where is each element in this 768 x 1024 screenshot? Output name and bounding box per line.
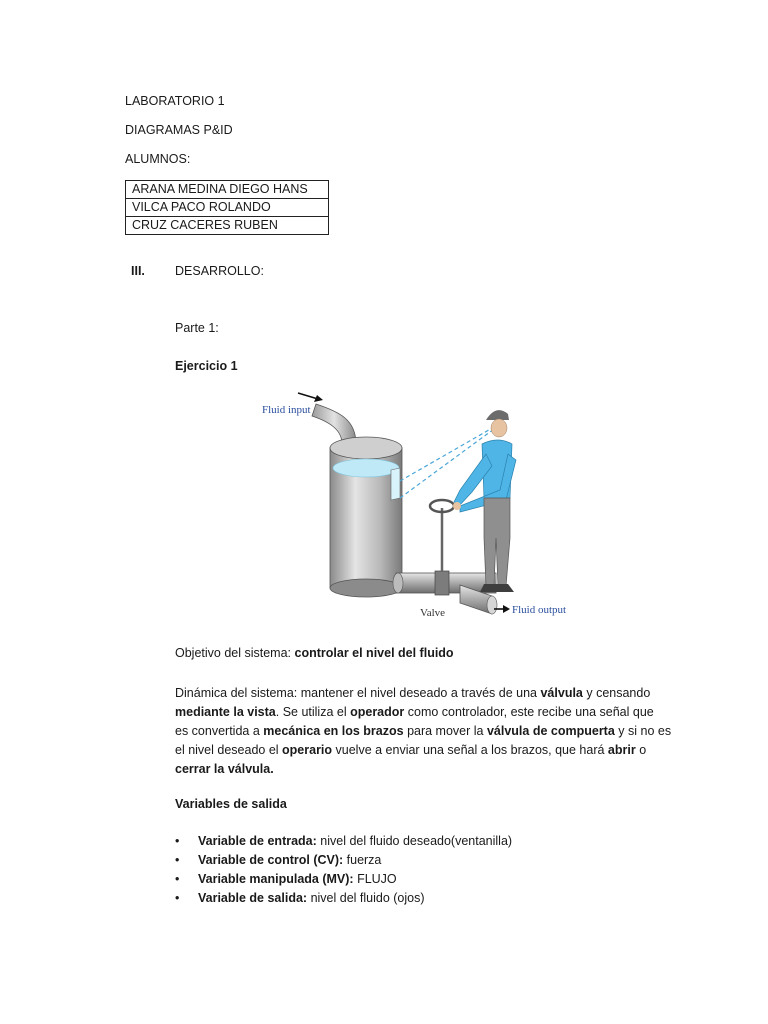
paragraph-line: cerrar la válvula. xyxy=(175,762,274,776)
valve-label: Valve xyxy=(420,607,446,619)
fluid-input-arrow xyxy=(298,393,323,402)
student-name: VILCA PACO ROLANDO xyxy=(126,199,329,217)
table-row xyxy=(126,181,329,199)
subject-title: DIAGRAMAS P&ID xyxy=(125,123,233,137)
bullet-icon: • xyxy=(175,853,180,867)
part-heading: Parte 1: xyxy=(175,321,219,335)
system-illustration xyxy=(260,378,567,623)
operator-figure xyxy=(453,410,516,592)
objective-value: controlar el nivel del fluido xyxy=(294,646,454,660)
bullet-icon: • xyxy=(175,872,180,886)
list-item: • Variable de control (CV): fuerza xyxy=(175,851,512,870)
objective-label: Objetivo del sistema: xyxy=(175,646,292,660)
variables-heading: Variables de salida xyxy=(175,797,287,811)
fluid-input-label: Fluid input xyxy=(262,404,311,416)
dynamics-paragraph xyxy=(175,684,670,779)
list-item: • Variable manipulada (MV): FLUJO xyxy=(175,870,512,889)
exercise-heading: Ejercicio 1 xyxy=(175,359,238,373)
student-name: ARANA MEDINA DIEGO HANS xyxy=(126,181,329,199)
tank xyxy=(330,437,402,597)
paragraph-line: Dinámica del sistema: mantener el nivel deseado a través de una válvula y censando xyxy=(175,686,651,700)
table-row xyxy=(126,199,329,217)
lab-title: LABORATORIO 1 xyxy=(125,94,225,108)
bullet-icon: • xyxy=(175,834,180,848)
paragraph-line: es convertida a mecánica en los brazos para mover la válvula de compuerta y si no es xyxy=(175,724,672,738)
list-item: • Variable de entrada: nivel del fluido deseado(ventanilla) xyxy=(175,832,512,851)
objective-line xyxy=(175,646,454,660)
level-window xyxy=(391,468,400,500)
paragraph-line: mediante la vista. Se utiliza el operador como controlador, este recibe una señal que xyxy=(175,705,654,719)
section-number: III. xyxy=(131,264,145,278)
list-item: • Variable de salida: nivel del fluido (ojos) xyxy=(175,889,512,908)
variables-list xyxy=(175,832,512,908)
fluid-output-label: Fluid output xyxy=(512,604,567,616)
bullet-icon: • xyxy=(175,891,180,905)
student-name: CRUZ CACERES RUBEN xyxy=(126,217,329,235)
section-title: DESARROLLO: xyxy=(175,264,264,278)
paragraph-line: el nivel deseado el operario vuelve a enviar una señal a los brazos, que hará abrir o xyxy=(175,743,647,757)
students-table xyxy=(125,180,329,235)
students-label: ALUMNOS: xyxy=(125,152,191,166)
table-row xyxy=(126,217,329,235)
